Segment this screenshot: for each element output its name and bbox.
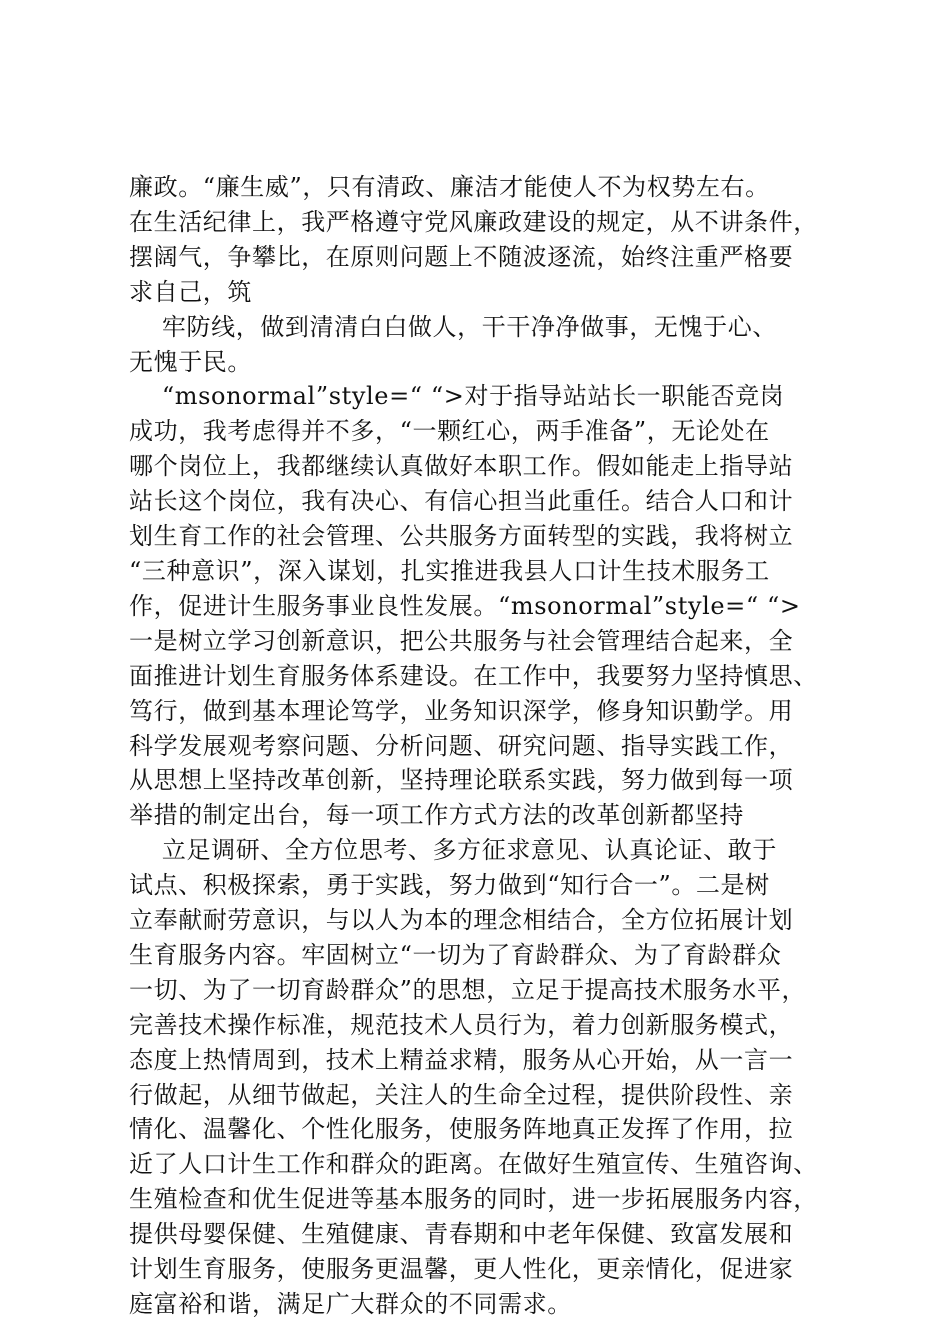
paragraph-station-chief: “msonormal”style=“ “>对于指导站站长一职能否竞岗 成功，我考虑得并不多，“一颗红心，两手准备”，无论处在 哪个岗位上，我都继续认真做好本职工作。假如能走上指导站 站长这个岗位，我有决心、有信心担当此重任。结合人口和计 划生育工作的社会管理、公共服务方面转型的实践，我将树立 “三种意识”，深入谋划，扎实推进我县人口计生技术服务工 作，促进计生服务事业良性发展。“msonormal”style=“ “> 一是树立学习创新意识，把公共服务与社会管理结合起来，全 面推进计划生育服务体系建设。在工作中，我要努力坚持慎思、 笃行，做到基本理论笃学，业务知识深学，修身知识勤学。用 科学发展观考察问题、分析问题、研究问题、指导实践工作， 从思想上坚持改革创新，坚持理论联系实践，努力做到每一项 举措的制定出台，每一项工作方式方法的改革创新都坚持 (129, 382, 818, 830)
paragraph-integrity: 廉政。“廉生威”，只有清政、廉洁才能使人不为权势左右。 在生活纪律上，我严格遵守党风廉政建设的规定，从不讲条件， 摆阔气，争攀比，在原则问题上不随波逐流，始终注重严格要 求自己，筑 (129, 173, 818, 306)
paragraph-defense-line: 牢防线，做到清清白白做人，干干净净做事，无愧于心、 无愧于民。 (129, 312, 777, 376)
paragraph-service-awareness: 立足调研、全方位思考、多方征求意见、认真论证、敢于 试点、积极探索，勇于实践，努力做到“知行合一”。二是树 立奉献耐劳意识，与以人为本的理念相结合，全方位拓展计划 生育服务内容。牢固树立“一切为了育龄群众、为了育龄群众 一切、为了一切育龄群众”的思想，立足于提高技术服务水平， 完善技术操作标准，规范技术人员行为，着力创新服务模式， 态度上热情周到，技术上精益求精，服务从心开始，从一言一 行做起，从细节做起，关注人的生命全过程，提供阶段性、亲 情化、温馨化、个性化服务，使服务阵地真正发挥了作用，拉 近了人口计生工作和群众的距离。在做好生殖宣传、生殖咨询、 生殖检查和优生促进等基本服务的同时，进一步拓展服务内容， 提供母婴保健、生殖健康、青春期和中老年保健、致富发展和 计划生育服务，使服务更温馨，更人性化，更亲情化，促进家 庭富裕和谐，满足广大群众的不同需求。 (129, 836, 818, 1318)
document-body (129, 170, 849, 1322)
